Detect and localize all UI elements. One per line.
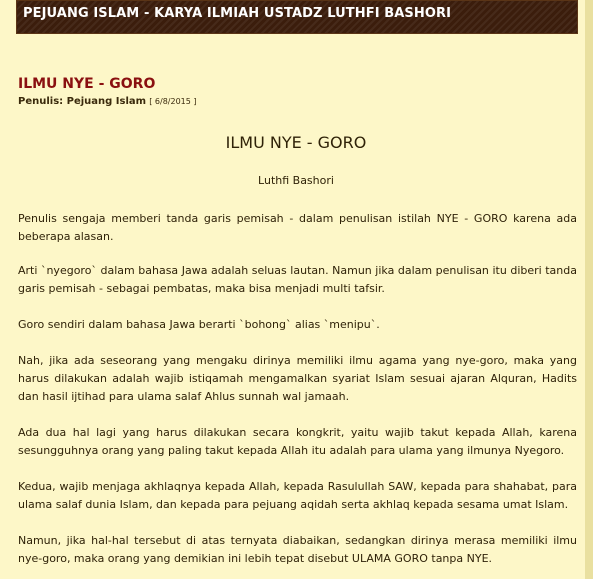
- article-paragraph: Arti `nyegoro` dalam bahasa Jawa adalah seluas lautan. Namun jika dalam penulisan itu diberi tanda garis pemisah - sebagai pembatas, maka bisa menjadi multi tafsir.: [18, 264, 577, 295]
- right-scroll-gutter: [585, 0, 593, 579]
- site-header: [16, 0, 578, 34]
- article-paragraph: Kedua, wajib menjaga akhlaqnya kepada Allah, kepada Rasulullah SAW, kepada para shahabat, para ulama salaf dunia Islam, dan kepada para pejuang aqidah serta akhlaq kepada sesama umat Islam.: [18, 480, 577, 511]
- article-paragraph: Penulis sengaja memberi tanda garis pemisah - dalam penulisan istilah NYE - GORO karena ada beberapa alasan.: [18, 212, 577, 243]
- post-date: [ 6/8/2015 ]: [149, 97, 197, 106]
- article-author: Luthfi Bashori: [258, 174, 334, 187]
- article-paragraph: Namun, jika hal-hal tersebut di atas ternyata diabaikan, sedangkan dirinya merasa memiliki ilmu nye-goro, maka orang yang demikian ini lebih tepat disebut ULAMA GORO tanpa NYE.: [18, 534, 577, 565]
- post-title[interactable]: ILMU NYE - GORO: [18, 76, 156, 92]
- site-title[interactable]: PEJUANG ISLAM - KARYA ILMIAH USTADZ LUTHFI BASHORI: [23, 6, 452, 21]
- article-heading: ILMU NYE - GORO: [225, 133, 367, 152]
- article-paragraph: Goro sendiri dalam bahasa Jawa berarti `bohong` alias `menipu`.: [18, 318, 380, 331]
- article-paragraph: Ada dua hal lagi yang harus dilakukan secara kongkrit, yaitu wajib takut kepada Allah, karena sesungguhnya orang yang paling takut kepada Allah itu adalah para ulama yang ilmunya Nyegoro.: [18, 426, 577, 457]
- article-paragraph: Nah, jika ada seseorang yang mengaku dirinya memiliki ilmu agama yang nye-goro, maka yang harus dilakukan adalah wajib istiqamah mengamalkan syariat Islam sesuai ajaran Alquran, Hadits dan hasil ijtihad para ulama salaf Ahlus sunnah wal jamaah.: [18, 354, 577, 403]
- post-author: Penulis: Pejuang Islam: [18, 96, 147, 107]
- post-byline: [18, 96, 197, 107]
